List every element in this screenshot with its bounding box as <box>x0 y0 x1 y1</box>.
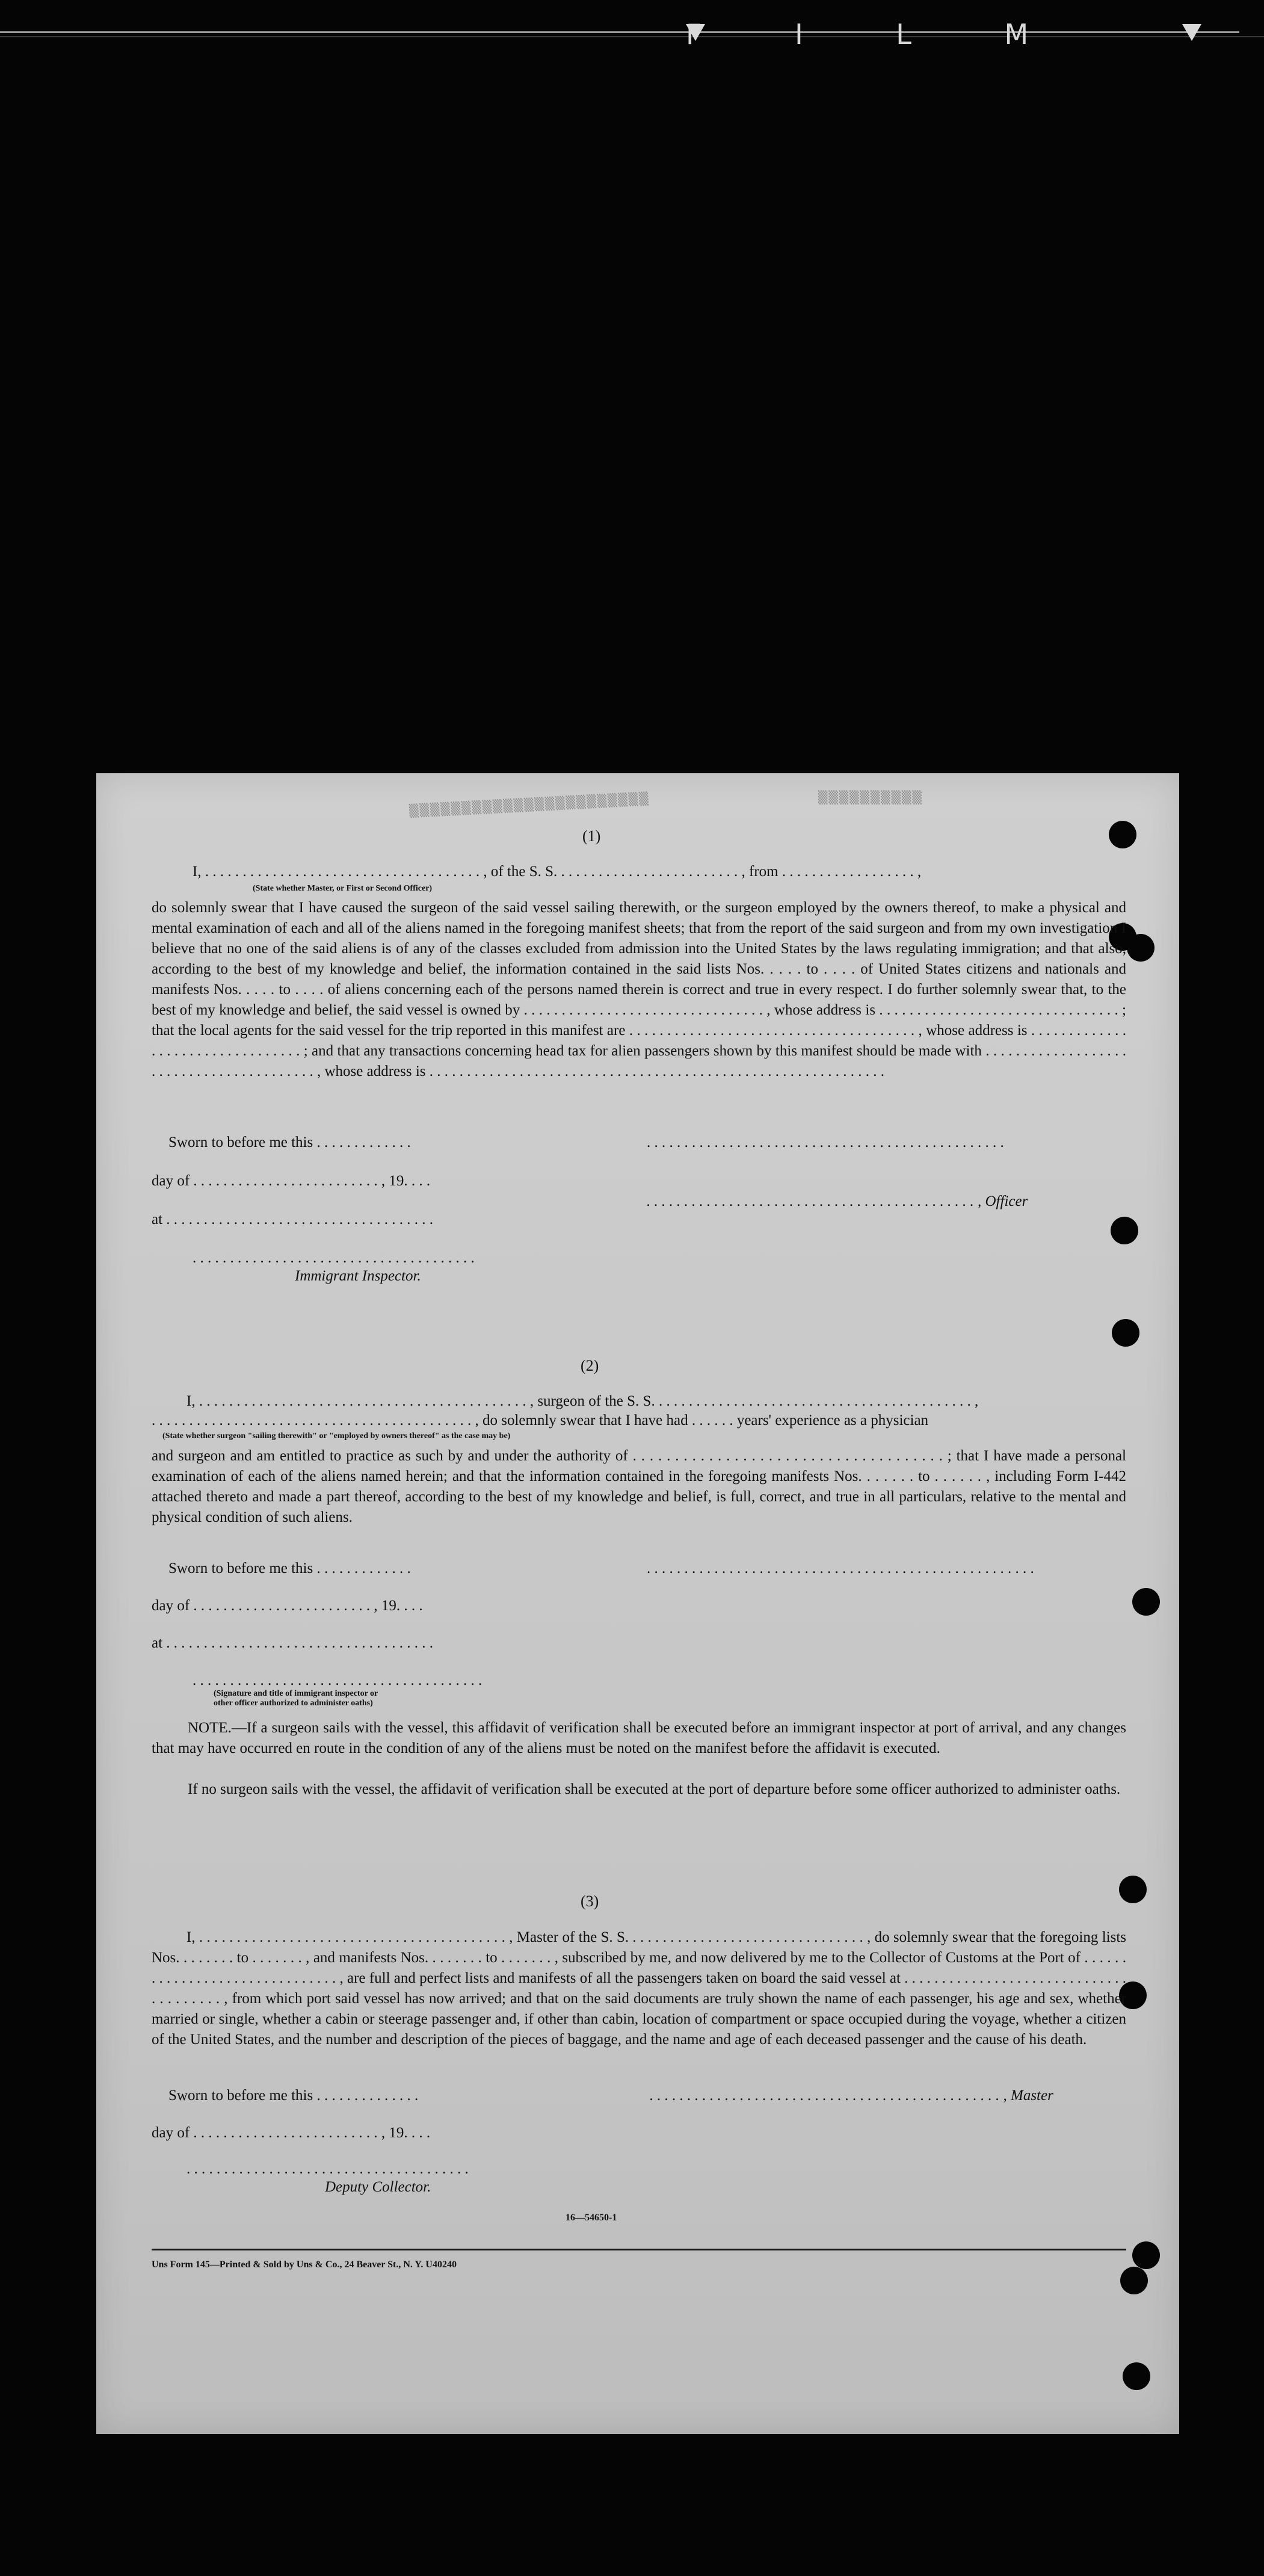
film-edge-line-secondary <box>0 36 1264 37</box>
punch-hole-icon <box>1132 1588 1160 1616</box>
section-2-first-line: I, . . . . . . . . . . . . . . . . . . . . . . . . . . . . . . . . . . . . . . . . . . . . , surgeon of the S. S. . . . . . . . . . . . . . . . . . . . . . . . . . . . . . . . . . . . . . . . . . . , <box>187 1393 979 1409</box>
punch-hole-icon <box>1109 821 1136 848</box>
section-2-at: at . . . . . . . . . . . . . . . . . . . . . . . . . . . . . . . . . . . . <box>152 1635 434 1651</box>
punch-hole-icon <box>1123 2362 1150 2390</box>
punch-hole-icon <box>1127 934 1155 962</box>
section-3-heading: (3) <box>581 1892 599 1910</box>
section-1-at: at . . . . . . . . . . . . . . . . . . . . . . . . . . . . . . . . . . . . <box>152 1211 434 1228</box>
film-triangle-icon <box>1182 24 1201 41</box>
section-2-second-line-note: (State whether surgeon "sailing therewith" or "employed by owners thereof" as the case may be) <box>162 1432 511 1441</box>
punch-hole-icon <box>1111 1217 1138 1244</box>
section-3-sworn: Sworn to before me this . . . . . . . . . . . . . . <box>168 2087 419 2104</box>
section-2-inspector-dots: . . . . . . . . . . . . . . . . . . . . . . . . . . . . . . . . . . . . . . . <box>193 1672 482 1688</box>
printer-line: Uns Form 145—Printed & Sold by Uns & Co., 24 Beaver St., N. Y. U40240 <box>152 2259 457 2270</box>
section-2-heading: (2) <box>581 1357 599 1374</box>
film-marks: F I L M <box>686 18 1071 51</box>
section-2-note-1 <box>152 1718 1126 1759</box>
punch-hole-icon <box>1119 1876 1147 1903</box>
section-1-body: do solemnly swear that I have caused the surgeon of the said vessel sailing therewith, or the surgeon employed by the owners thereof, to make a physical and mental examination of each and all of the aliens named in the foregoing manifest sheets; that from the report of the said surgeon and from my own investigation I believe that no one of the said aliens is of any of the classes excluded from admission into the United States by the laws regulating immigration; and that also, according to the best of my knowledge and belief, the information contained in the said lists Nos. . . . . to . . . . of United States citizens and nationals and manifests Nos. . . . . to . . . . of aliens concerning each of the persons named therein is correct and true in every respect. I do further solemnly swear that, to the best of my knowledge and belief, the said vessel is owned by . . . . . . . . . . . . . . . . . . . . . . . . . . . . . . . . , whose address is . . . . . . . . . . . . . . . . . . . . . . . . . . . . . . . . ; that the local agents for the said vessel for the trip reported in this manifest are . . . . . . . . . . . . . . . . . . . . . . . . . . . . . . . . . . . . . . , whose address is . . . . . . . . . . . . . . . . . . . . . . . . . . . . . . . . . ; and that any transactions concerning head tax for alien passengers shown by this manifest should be made with . . . . . . . . . . . . . . . . . . . . . . . . . . . . . . . . . . . . . . . . . , whose address is . . . . . . . . . . . . . . . . . . . . . . . . . . . . . . . . . . . . . . . . . . . . . . . . . . . . . . . . . . . . . <box>152 900 1126 1080</box>
section-3-day: day of . . . . . . . . . . . . . . . . . . . . . . . . . , 19. . . . <box>152 2125 431 2141</box>
section-2-note-2: If no surgeon sails with the vessel, the affidavit of verification shall be executed at the port of departure before some officer authorized to administer oaths. <box>188 1781 1121 1797</box>
punch-hole-icon <box>1132 2241 1160 2269</box>
manifest-affidavit-page <box>96 773 1179 2434</box>
section-1-inspector-title: Immigrant Inspector. <box>295 1268 421 1284</box>
section-1-first-line: I, . . . . . . . . . . . . . . . . . . . . . . . . . . . . . . . . . . . . . , of the S. S. . . . . . . . . . . . . . . . . . . . . . . . . , from . . . . . . . . . . . . . . . . . . , <box>193 863 922 880</box>
section-1-heading: (1) <box>582 827 601 845</box>
section-3-collector-title: Deputy Collector. <box>325 2179 431 2195</box>
punch-hole-icon <box>1112 1319 1139 1347</box>
film-strip-header <box>0 0 1264 66</box>
note-label: NOTE. <box>188 1720 232 1736</box>
footer-rule <box>152 2249 1126 2250</box>
bleed-through-mark: ▒▒▒▒▒▒▒▒▒▒ <box>818 790 923 805</box>
section-2-second-line: . . . . . . . . . . . . . . . . . . . . . . . . . . . . . . . . . . . . . . . . . . . , do solemnly swear that I have had . . . . . . years' experience as a physician <box>152 1412 929 1429</box>
section-1-day: day of . . . . . . . . . . . . . . . . . . . . . . . . . , 19. . . . <box>152 1173 431 1189</box>
section-1-signature-line: . . . . . . . . . . . . . . . . . . . . . . . . . . . . . . . . . . . . . . . . . . . . . . . . <box>647 1134 1004 1151</box>
punch-hole-icon <box>1120 2267 1148 2294</box>
section-1-sworn: Sworn to before me this . . . . . . . . . . . . . <box>168 1134 411 1151</box>
section-3-collector-dots: . . . . . . . . . . . . . . . . . . . . . . . . . . . . . . . . . . . . . . <box>187 2161 469 2177</box>
section-2-sworn: Sworn to before me this . . . . . . . . . . . . . <box>168 1560 411 1577</box>
note-1-text: —If a surgeon sails with the vessel, this affidavit of verification shall be executed before an immigrant inspector at port of arrival, and any changes that may have occurred en route in the condition of any of the aliens must be noted on the manifest before the affidavit is executed. <box>152 1720 1126 1756</box>
section-2-body: and surgeon and am entitled to practice as such by and under the authority of . . . . . . . . . . . . . . . . . . . . . . . . . . . . . . . . . . . . . ; that I have made a personal examination of each of the aliens named herein; and that the information contained in the foregoing manifests Nos. . . . . . . to . . . . . . , including Form I-442 attached thereto and made a part thereof, according to the best of my knowledge and belief, is full, correct, and true in all particulars, relative to the mental and physical condition of such aliens. <box>152 1448 1126 1525</box>
bleed-through-mark: ▒▒▒▒▒▒▒▒▒▒▒▒▒▒▒▒▒▒▒▒▒▒▒ <box>408 791 650 818</box>
section-2-signature-line: . . . . . . . . . . . . . . . . . . . . . . . . . . . . . . . . . . . . . . . . . . . . . . . . . . . . <box>647 1560 1034 1577</box>
section-2-signature-note-2: other officer authorized to administer oaths) <box>214 1699 373 1708</box>
section-3-master: . . . . . . . . . . . . . . . . . . . . . . . . . . . . . . . . . . . . . . . . . . . . . . . , Master <box>650 2087 1053 2104</box>
section-3-body: I, . . . . . . . . . . . . . . . . . . . . . . . . . . . . . . . . . . . . . . . . . , Master of the S. S. . . . . . . . . . . . . . . . . . . . . . . . . . . . . . . . , do solemnly swear that the foregoing lists Nos. . . . . . . . to . . . . . . . , and manifests Nos. . . . . . . . to . . . . . . . , subscribed by me, and now delivered by me to the Collector of Customs at the Port of . . . . . . . . . . . . . . . . . . . . . . . . . . . . . . . , are full and perfect lists and manifests of all the passengers taken on board the said vessel at . . . . . . . . . . . . . . . . . . . . . . . . . . . . . . . . . . . . . . . , from which port said vessel has now arrived; and that on the said documents are truly shown the name of each passenger, his age and sex, whether married or single, whether a cabin or steerage passenger and, if other than cabin, location of compartment or space occupied during the voyage, whether a citizen of the United States, and the number and description of the pieces of baggage, and the name and age of each deceased passenger and the cause of his death. <box>152 1929 1126 2048</box>
form-code: 16—54650-1 <box>566 2213 617 2223</box>
section-1-inspector-dots: . . . . . . . . . . . . . . . . . . . . . . . . . . . . . . . . . . . . . . <box>193 1250 475 1266</box>
section-1-officer: . . . . . . . . . . . . . . . . . . . . . . . . . . . . . . . . . . . . . . . . . . . . , Officer <box>647 1193 1028 1209</box>
section-1-first-line-note: (State whether Master, or First or Second Officer) <box>253 884 433 893</box>
section-2-day: day of . . . . . . . . . . . . . . . . . . . . . . . . , 19. . . . <box>152 1598 423 1614</box>
section-2-signature-note-1: (Signature and title of immigrant inspector or <box>214 1689 378 1698</box>
